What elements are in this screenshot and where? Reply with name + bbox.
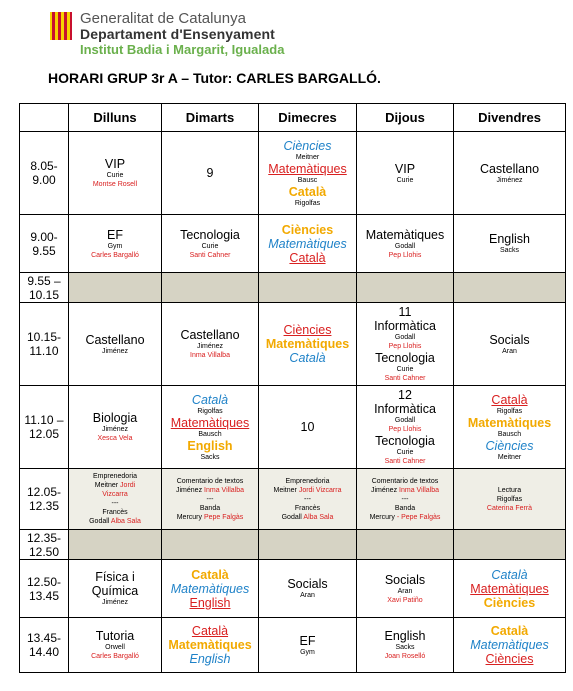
subject: Informàtica — [374, 402, 436, 416]
subject: Castellano — [479, 161, 540, 176]
room: Aran — [300, 592, 315, 599]
teacher: Inma Villalba — [190, 352, 230, 359]
subject: Ciències — [283, 138, 332, 153]
break-cell — [259, 530, 357, 560]
class-cell — [259, 215, 357, 273]
room: Rigolfas — [294, 199, 321, 207]
day-header: Divendres — [454, 104, 566, 132]
break-cell — [357, 530, 454, 560]
teacher: - Pepe Falgàs — [396, 513, 441, 521]
school-name: Institut Badia i Margarit, Igualada — [80, 42, 285, 57]
subject: Matemàtiques — [268, 236, 347, 251]
header-row — [20, 104, 566, 132]
class-cell — [259, 618, 357, 673]
class-cell — [454, 215, 566, 273]
room: Godall — [394, 242, 416, 250]
time-cell: 8.05-9.00 — [20, 132, 69, 215]
subject: Ciències — [483, 595, 536, 610]
subject: Català — [191, 567, 229, 582]
subject: English — [489, 232, 530, 246]
subject: Matemàtiques — [365, 227, 445, 242]
room: Bausch — [497, 430, 522, 438]
room: Godall — [394, 334, 416, 341]
subject: Català — [490, 624, 529, 638]
break-cell — [454, 530, 566, 560]
separator: --- — [206, 495, 214, 503]
subject: Francès — [102, 509, 128, 516]
subject: Ciències — [281, 222, 334, 237]
room: Meitner — [94, 482, 119, 489]
subject: Català — [191, 624, 229, 638]
class-cell — [259, 303, 357, 386]
subject: Informàtica — [374, 319, 436, 333]
class-cell — [454, 303, 566, 386]
class-cell — [69, 215, 162, 273]
subject: VIP — [104, 157, 126, 171]
room: Godall — [89, 518, 110, 525]
class-cell — [454, 560, 566, 618]
subject: Comentario de textos — [371, 477, 439, 485]
subject: Matemàtiques — [467, 415, 552, 430]
day-header: Dimarts — [162, 104, 259, 132]
subject: Català — [491, 567, 528, 582]
class-cell — [454, 618, 566, 673]
class-cell — [259, 469, 357, 530]
teacher: Carles Bargalló — [91, 653, 139, 660]
org-name-line2: Departament d'Ensenyament — [80, 26, 275, 42]
class-cell — [357, 132, 454, 215]
room: Mercury — [369, 513, 395, 521]
teacher: Inma Villalba — [399, 486, 439, 494]
class-cell — [69, 132, 162, 215]
period-number: 11 — [398, 305, 412, 319]
teacher: Pepe Falgàs — [203, 513, 244, 521]
subject: Català — [191, 392, 229, 407]
subject: Matemàtiques — [268, 161, 347, 176]
subject: Matemàtiques — [470, 638, 549, 652]
room: Curie — [396, 176, 414, 184]
room: Godall — [281, 513, 302, 521]
teacher: Pep Llohis — [388, 251, 422, 259]
room: Rigolfas — [496, 495, 523, 503]
break-cell — [259, 273, 357, 303]
day-header: Dimecres — [259, 104, 357, 132]
class-cell — [69, 386, 162, 469]
subject: Matemàtiques — [265, 337, 350, 351]
room: Bausc — [297, 176, 318, 184]
subject: Francès — [294, 504, 321, 512]
subject: Tecnologia — [375, 351, 435, 365]
teacher: Xavi Patiño — [387, 596, 423, 604]
room: Godall — [394, 417, 416, 424]
class-cell — [69, 618, 162, 673]
subject: Català — [288, 184, 327, 199]
time-cell: 10.15-11.10 — [20, 303, 69, 386]
subject: Ciències — [283, 323, 332, 337]
class-cell — [69, 560, 162, 618]
subject: Socials — [489, 332, 530, 347]
room: Rigolfas — [496, 407, 523, 415]
room: Bausch — [198, 430, 222, 438]
class-cell — [357, 303, 454, 386]
subject: Física i — [95, 570, 135, 584]
room: Sacks — [395, 644, 415, 651]
room: Orwell — [105, 644, 125, 651]
room: Jiménez — [101, 426, 129, 433]
room: Meitner — [273, 486, 297, 494]
period-row — [20, 303, 566, 386]
subject: Emprenedoria — [285, 477, 330, 485]
time-cell: 9.00-9.55 — [20, 215, 69, 273]
generalitat-logo — [50, 12, 72, 40]
class-cell — [259, 560, 357, 618]
room: Jiménez — [496, 176, 523, 184]
room: Meitner — [497, 453, 522, 461]
subject: Socials — [287, 577, 328, 591]
teacher: Santi Cahner — [384, 458, 426, 465]
separator: --- — [111, 500, 119, 507]
subject: Tecnologia — [180, 227, 240, 242]
day-header: Dijous — [357, 104, 454, 132]
room: Curie — [396, 366, 414, 373]
teacher: Caterina Ferrà — [486, 504, 533, 512]
subject: Matemàtiques — [170, 415, 250, 430]
class-cell — [162, 386, 259, 469]
teacher: Montse Rosell — [92, 181, 138, 188]
class-cell — [162, 560, 259, 618]
separator: --- — [401, 495, 409, 503]
period-number: 12 — [398, 388, 412, 402]
subject: Matemàtiques — [170, 581, 250, 596]
subject: Matemàtiques — [470, 581, 549, 596]
room: Sacks — [499, 247, 520, 254]
class-cell — [162, 469, 259, 530]
subject: Tecnologia — [375, 434, 435, 448]
class-cell — [162, 618, 259, 673]
break-row — [20, 273, 566, 303]
room: Jiménez — [101, 599, 129, 606]
time-cell: 9.55 – 10.15 — [20, 273, 69, 303]
break-row — [20, 530, 566, 560]
room: Meitner — [295, 153, 320, 161]
period-row — [20, 618, 566, 673]
subject: Banda — [394, 504, 416, 512]
period-row — [20, 132, 566, 215]
teacher: Xesca Vela — [97, 435, 133, 442]
break-cell — [162, 530, 259, 560]
org-name-line1: Generalitat de Catalunya — [80, 10, 246, 27]
room: Jiménez — [371, 486, 398, 494]
period-number: 9 — [206, 166, 214, 180]
class-cell — [162, 215, 259, 273]
room: Aran — [397, 587, 413, 595]
time-cell: 12.35-12.50 — [20, 530, 69, 560]
day-header: Dilluns — [69, 104, 162, 132]
teacher: Alba Sala — [303, 513, 334, 521]
room: Sacks — [200, 453, 220, 461]
subject: Biologia — [92, 411, 138, 425]
room: Curie — [396, 449, 414, 456]
teacher: Alba Sala — [110, 518, 141, 525]
subject: Ciències — [485, 438, 534, 453]
room: Jiménez — [176, 486, 203, 494]
period-row — [20, 560, 566, 618]
subject: Català — [289, 250, 326, 265]
time-cell: 13.45-14.40 — [20, 618, 69, 673]
class-cell — [259, 132, 357, 215]
time-cell: 12.50-13.45 — [20, 560, 69, 618]
teacher: Carles Bargalló — [91, 251, 139, 259]
class-cell — [357, 618, 454, 673]
teacher: Santi Cahner — [189, 251, 231, 259]
subject: Matemàtiques — [168, 638, 252, 652]
subject: Castellano — [180, 328, 240, 342]
class-cell — [69, 303, 162, 386]
class-cell — [357, 469, 454, 530]
subject: Català — [491, 392, 528, 407]
class-cell — [454, 132, 566, 215]
class-cell — [69, 469, 162, 530]
period-number: 10 — [300, 420, 315, 434]
teacher: Santi Cahner — [384, 375, 426, 382]
class-cell — [259, 386, 357, 469]
room: Mercury — [176, 513, 202, 521]
subject: Banda — [199, 504, 221, 512]
teacher: Jordi Vizcarra — [298, 486, 342, 494]
subject: EF — [299, 633, 316, 648]
period-row — [20, 215, 566, 273]
schedule-table — [19, 103, 566, 673]
subject: Química — [91, 584, 139, 598]
subject: Emprenedoria — [93, 473, 137, 480]
teacher: Jordi — [120, 482, 136, 489]
subject: English — [189, 652, 231, 666]
subject: VIP — [394, 161, 416, 176]
teacher: Pep Llohis — [388, 343, 422, 350]
teacher: Joan Roselló — [384, 653, 426, 660]
teacher: Inma Villalba — [204, 486, 244, 494]
class-cell — [357, 386, 454, 469]
room: Gym — [107, 242, 123, 250]
subject: Ciències — [485, 652, 534, 666]
period-row — [20, 469, 566, 530]
class-cell — [454, 386, 566, 469]
teacher: Vizcarra — [102, 491, 128, 498]
subject: Tutoria — [95, 629, 135, 643]
class-cell — [162, 132, 259, 215]
class-cell — [454, 469, 566, 530]
schedule-title: HORARI GRUP 3r A – Tutor: CARLES BARGALLÓ. — [48, 70, 381, 86]
break-cell — [162, 273, 259, 303]
subject: Comentario de textos — [176, 477, 244, 485]
break-cell — [69, 273, 162, 303]
room: Jiménez — [101, 347, 129, 355]
subject: Català — [289, 351, 326, 365]
break-cell — [454, 273, 566, 303]
room: Curie — [201, 242, 219, 250]
subject: English — [189, 595, 231, 610]
subject: Lectura — [497, 486, 522, 494]
subject: English — [187, 438, 233, 453]
time-cell: 12.05-12.35 — [20, 469, 69, 530]
subject: Castellano — [85, 332, 145, 347]
room: Jiménez — [196, 343, 224, 350]
class-cell — [162, 303, 259, 386]
room: Rigolfas — [197, 407, 223, 415]
corner-cell — [20, 104, 69, 132]
room: Gym — [300, 648, 315, 656]
break-cell — [357, 273, 454, 303]
room: Aran — [502, 347, 517, 355]
break-cell — [69, 530, 162, 560]
teacher: Pep Llohis — [388, 426, 422, 433]
class-cell — [357, 560, 454, 618]
separator: --- — [304, 495, 311, 503]
subject: English — [384, 629, 426, 643]
class-cell — [357, 215, 454, 273]
subject: EF — [107, 227, 123, 242]
period-row — [20, 386, 566, 469]
subject: Socials — [384, 572, 426, 587]
time-cell: 11.10 – 12.05 — [20, 386, 69, 469]
room: Curie — [106, 172, 124, 179]
